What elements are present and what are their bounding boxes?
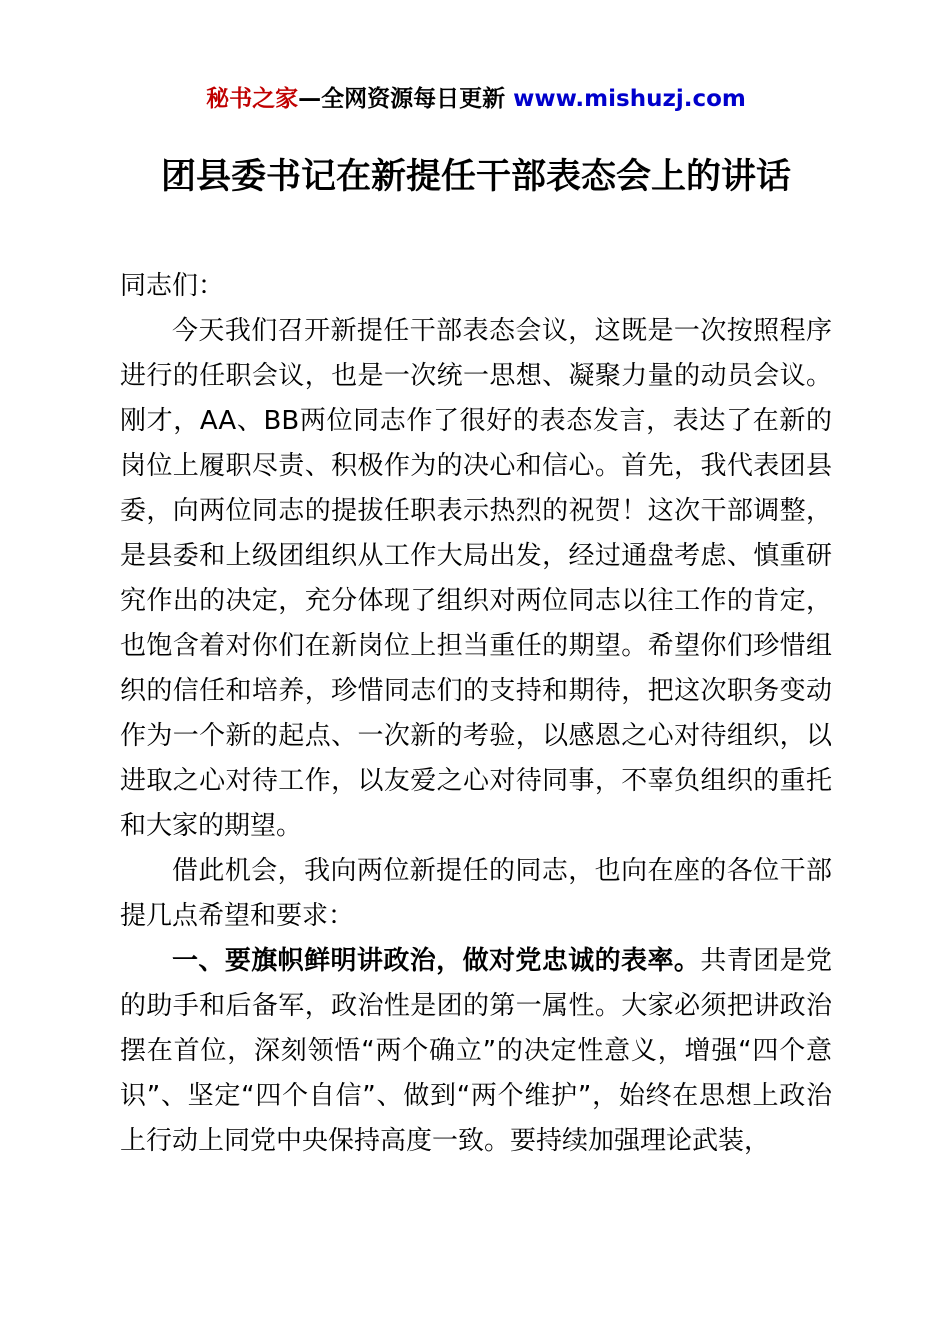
document-body — [120, 264, 832, 1164]
site-url-link[interactable]: www.mishuzj.com — [513, 86, 746, 112]
site-name: 秘书之家 — [206, 86, 299, 112]
site-tagline: —全网资源每日更新 — [298, 86, 514, 112]
paragraph-text: 借此机会，我向两位新提任的同志，也向在座的各位干部提几点希望和要求： — [120, 856, 832, 932]
paragraph-text: 今天我们召开新提任干部表态会议，这既是一次按照程序进行的任职会议，也是一次统一思想、凝聚力量的动员会议。刚才，AA、BB两位同志作了很好的表态发言，表达了在新的岗位上履职尽责、积极作为的决心和信心。首先，我代表团县委，向两位同志的提拔任职表示热烈的祝贺！这次干部调整，是县委和上级团组织从工作大局出发，经过通盘考虑、慎重研究作出的决定，充分体现了组织对两位同志以往工作的肯定，也饱含着对你们在新岗位上担当重任的期望。希望你们珍惜组织的信任和培养，珍惜同志们的支持和期待，把这次职务变动作为一个新的起点、一次新的考验，以感恩之心对待组织，以进取之心对待工作，以友爱之心对待同事，不辜负组织的重托和大家的期望。 — [120, 316, 832, 842]
site-header — [120, 85, 832, 115]
paragraph — [120, 939, 832, 1164]
document-title: 团县委书记在新提任干部表态会上的讲话 — [160, 156, 791, 197]
paragraph-text: 共青团是党的助手和后备军，政治性是团的第一属性。大家必须把讲政治摆在首位，深刻领悟“两个确立”的决定性意义，增强“四个意识”、坚定“四个自信”、做到“两个维护”，始终在思想上政治上行动上同党中央保持高度一致。要持续加强理论武装， — [120, 946, 832, 1157]
paragraph-lead-bold: 一、要旗帜鲜明讲政治，做对党忠诚的表率。 — [172, 946, 701, 977]
paragraph — [120, 849, 832, 939]
paragraph — [120, 309, 832, 849]
salutation: 同志们： — [120, 271, 225, 302]
